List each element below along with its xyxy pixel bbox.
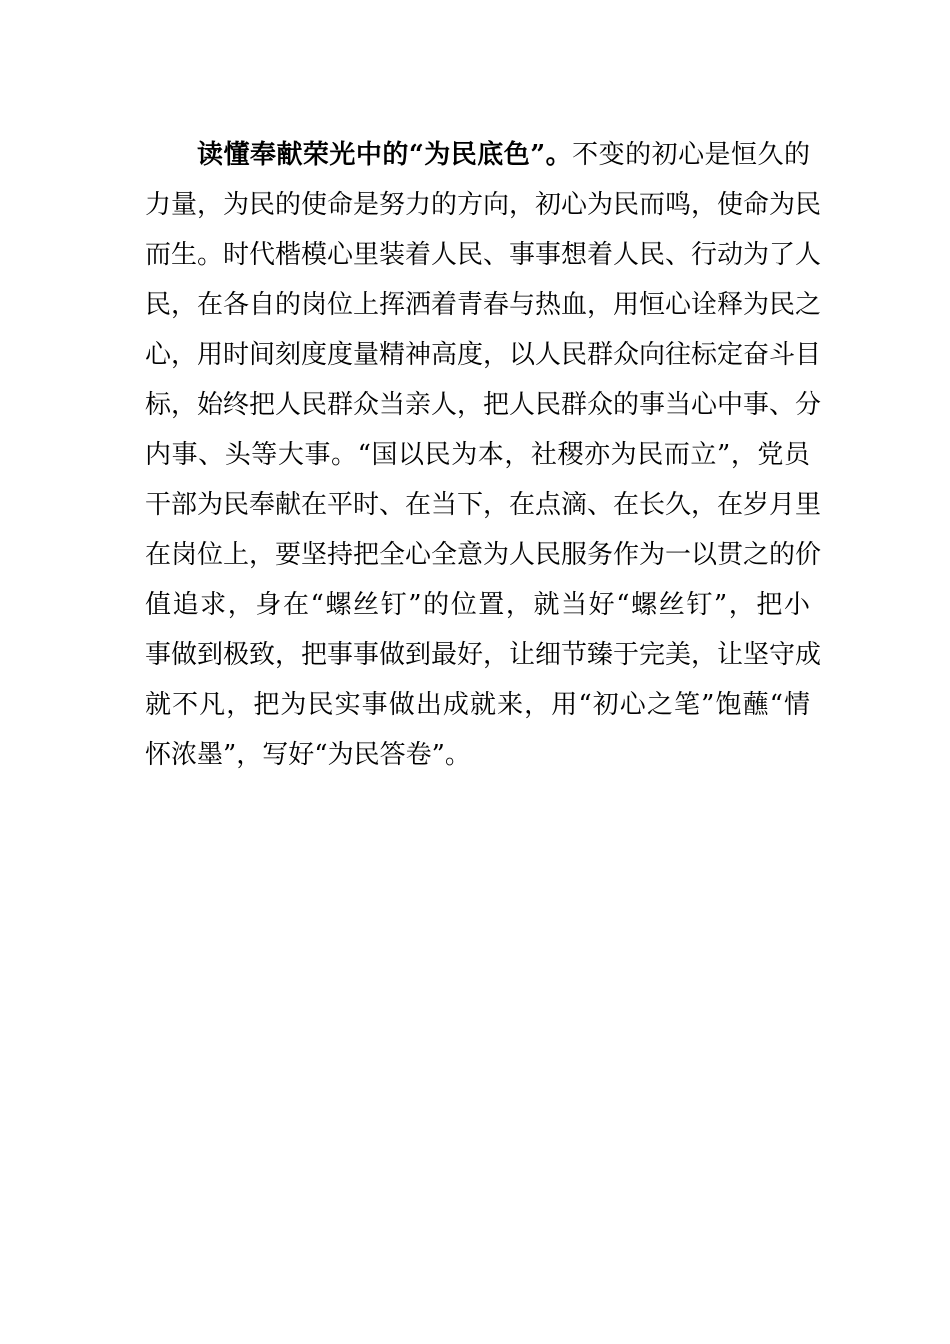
paragraph-line-9: [145, 530, 822, 580]
paragraph-line-6: [145, 380, 822, 430]
line-text: 在岗位上，要坚持把全心全意为人民服务作为一以贯之的价: [145, 540, 822, 570]
line-text: 而生。时代楷模心里装着人民、事事想着人民、行动为了人: [145, 240, 822, 270]
line-text: 标，始终把人民群众当亲人，把人民群众的事当心中事、分: [145, 390, 822, 420]
line-text: 怀浓墨”，写好“为民答卷”。: [145, 740, 471, 770]
line-text: 值追求，身在“螺丝钉”的位置，就当好“螺丝钉”，把小: [145, 590, 810, 620]
paragraph-line-13: [145, 730, 810, 780]
paragraph-line-12: [145, 680, 810, 730]
paragraph-line-8: [145, 480, 822, 530]
paragraph-line-11: [145, 630, 822, 680]
paragraph-line-3: [145, 230, 822, 280]
line-text: 不变的初心是恒久的: [572, 140, 810, 170]
line-text: 事做到极致，把事事做到最好，让细节臻于完美，让坚守成: [145, 640, 822, 670]
lead-heading: 读懂奉献荣光中的“为民底色”。: [197, 140, 573, 170]
paragraph-line-5: [145, 330, 822, 380]
line-text: 就不凡，把为民实事做出成就来，用“初心之笔”饱蘸“情: [145, 690, 810, 720]
line-text: 干部为民奉献在平时、在当下，在点滴、在长久，在岁月里: [145, 490, 822, 520]
line-text: 力量，为民的使命是努力的方向，初心为民而鸣，使命为民: [145, 190, 822, 220]
body-paragraph: [145, 130, 822, 780]
line-text: 内事、头等大事。“国以民为本，社稷亦为民而立”，党员: [145, 440, 810, 470]
paragraph-line-10: [145, 580, 810, 630]
line-text: 心，用时间刻度度量精神高度，以人民群众向往标定奋斗目: [145, 340, 822, 370]
line-text: 民，在各自的岗位上挥洒着青春与热血，用恒心诠释为民之: [145, 290, 822, 320]
paragraph-line-1: [145, 130, 810, 180]
paragraph-line-4: [145, 280, 822, 330]
paragraph-line-7: [145, 430, 810, 480]
paragraph-line-2: [145, 180, 822, 230]
